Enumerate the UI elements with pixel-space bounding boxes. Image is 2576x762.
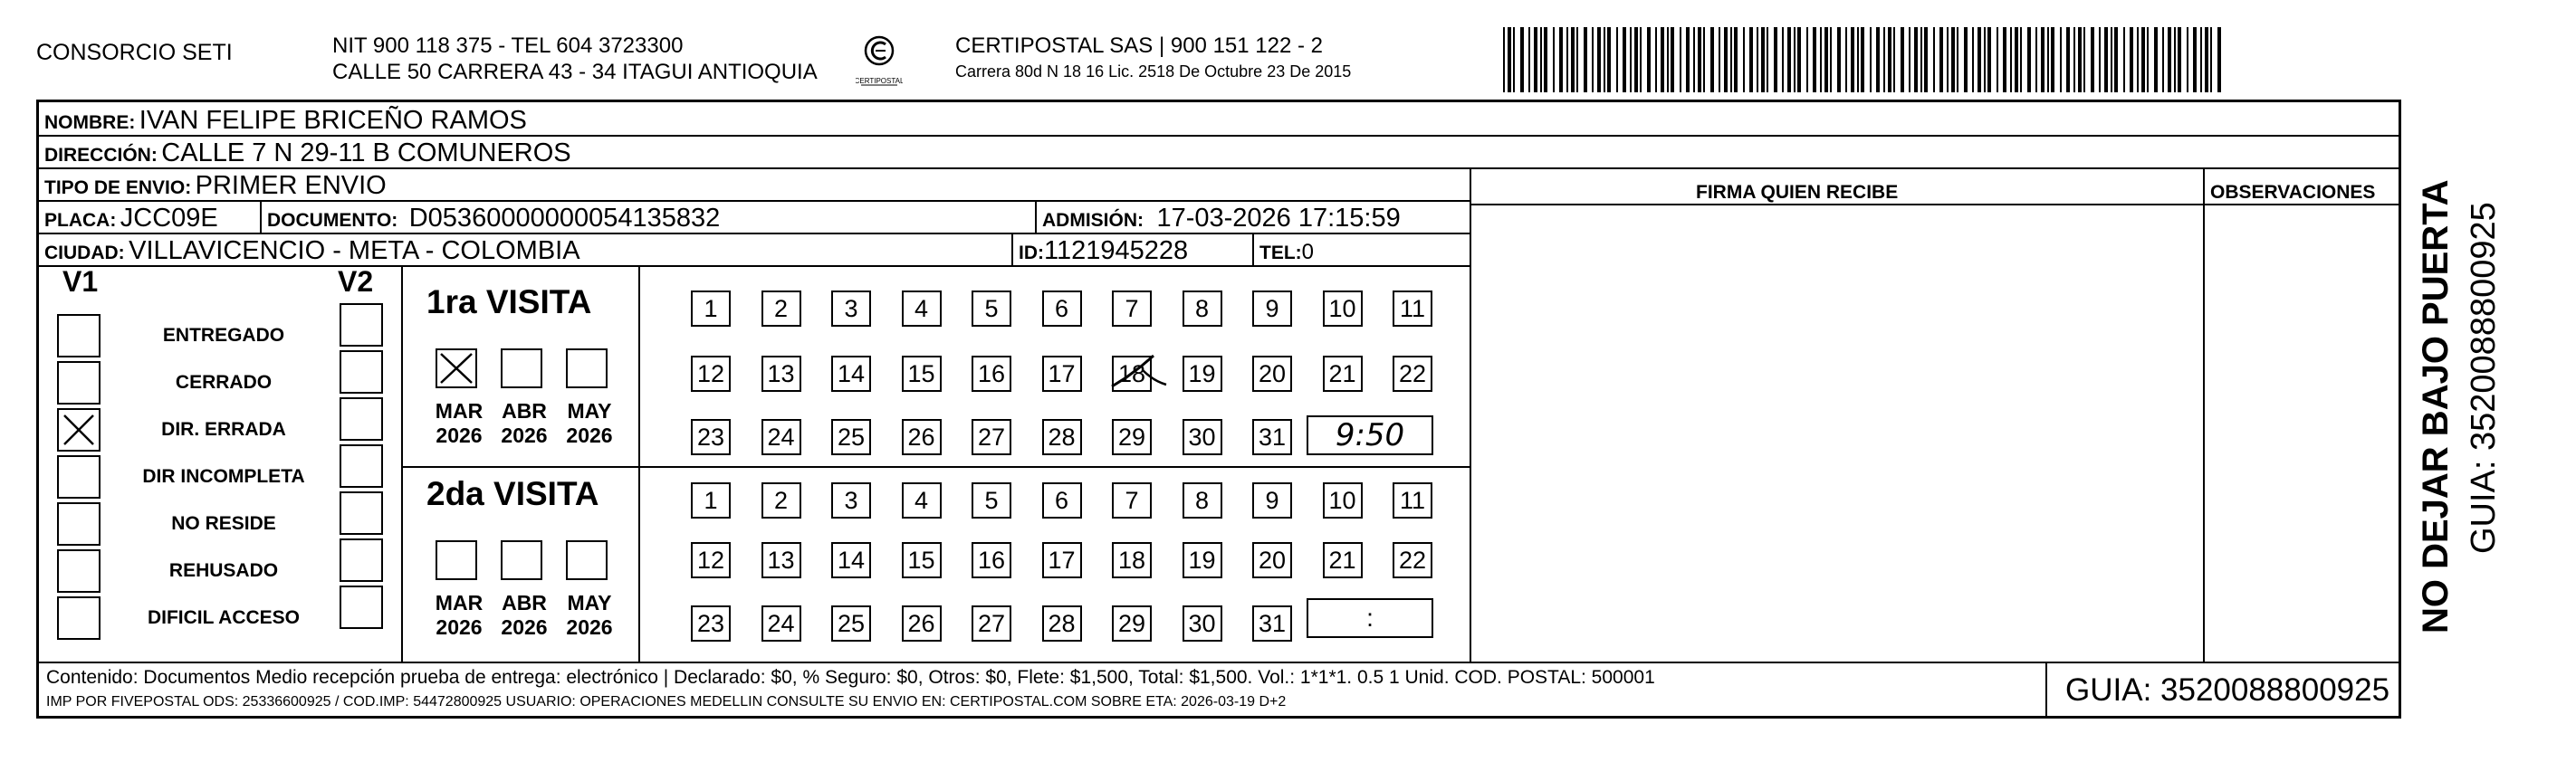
day-box[interactable]: 18 [1112,542,1152,578]
day-box[interactable]: 27 [972,419,1011,455]
day-box[interactable]: 5 [972,482,1011,519]
day-box[interactable]: 1 [691,291,731,327]
v1-checkbox[interactable] [57,455,101,499]
v2-checkbox[interactable] [340,303,383,347]
tel-label: TEL: [1259,243,1302,263]
day-box[interactable]: 4 [902,482,942,519]
month-checkbox[interactable] [501,540,542,580]
observaciones-header: OBSERVACIONES [2210,182,2376,203]
month-name: MAY [567,399,612,423]
side-warning: NO DEJAR BAJO PUERTA [2416,179,2456,633]
day-box[interactable]: 31 [1252,419,1292,455]
day-box[interactable]: 22 [1393,542,1432,578]
day-box[interactable]: 12 [691,542,731,578]
v2-checkbox[interactable] [340,397,383,441]
day-box[interactable]: 21 [1323,542,1363,578]
sender-nit: NIT 900 118 375 - TEL 604 3723300 [332,33,684,58]
tel-row [1259,240,1314,265]
day-box[interactable]: 28 [1042,605,1082,642]
day-box[interactable]: 6 [1042,482,1082,519]
day-box[interactable]: 24 [761,605,801,642]
day-box[interactable]: 23 [691,605,731,642]
status-reason-label: ENTREGADO [162,325,285,346]
ciudad-row [44,236,580,266]
courier-license: Carrera 80d N 18 16 Lic. 2518 De Octubre 23 De 2015 [955,62,1352,81]
certipostal-logo [856,33,903,89]
day-box[interactable]: 5 [972,291,1011,327]
placa-row [44,204,218,233]
v2-checkbox[interactable] [340,586,383,629]
nombre-row [44,106,527,136]
day-box[interactable]: 19 [1183,542,1222,578]
barcode [1503,27,2227,92]
side-guia: GUIA: 3520088800925 [2465,202,2503,554]
day-box[interactable]: 9 [1252,482,1292,519]
month-name: ABR [502,591,547,614]
month-name: MAY [567,591,612,614]
footer-content: Contenido: Documentos Medio recepción prueba de entrega: electrónico | Declarado: $0, % Seguro: $0, Otros: $0, Flete: $1,500, Total: $1,500. Vol.: 1*1*1. 0.5 1 Unid. COD. POSTAL: 500001 [46,667,1655,688]
placa-value: JCC09E [120,204,218,233]
day-box[interactable]: 29 [1112,419,1152,455]
day-box[interactable]: 22 [1393,356,1432,392]
day-box[interactable]: 26 [902,419,942,455]
month-year: 2026 [436,615,483,639]
tipo-row [44,171,387,201]
month-label [492,399,557,448]
logo-text: CERTIPOSTAL [856,77,903,85]
status-reason-label: CERRADO [175,372,273,393]
documento-row [267,204,720,233]
day-box[interactable]: 21 [1323,356,1363,392]
month-year: 2026 [501,615,548,639]
footer-guia: GUIA: 3520088800925 [2065,672,2390,708]
day-box[interactable]: 2 [761,482,801,519]
v1-checkbox[interactable] [57,314,101,357]
ciudad-label: CIUDAD: [44,243,125,263]
day-box[interactable]: 20 [1252,356,1292,392]
label-frame [36,100,2401,719]
direccion-value: CALLE 7 N 29-11 B COMUNEROS [161,138,571,167]
v2-checkbox[interactable] [340,444,383,488]
v2-header: V2 [338,265,374,298]
sender-info [332,33,818,85]
month-name: MAR [435,591,484,614]
day-box[interactable]: 27 [972,605,1011,642]
nombre-label: NOMBRE: [44,112,136,133]
month-year: 2026 [501,424,548,447]
v1-header: V1 [62,265,99,298]
month-checkbox[interactable] [436,348,477,388]
firma-header: FIRMA QUIEN RECIBE [1696,182,1899,203]
month-year: 2026 [566,424,613,447]
day-box[interactable]: 11 [1393,291,1432,327]
id-row [1019,236,1188,266]
day-box[interactable]: 25 [831,605,871,642]
day-box[interactable]: 8 [1183,291,1222,327]
day-box[interactable]: 15 [902,542,942,578]
day-box[interactable]: 14 [831,356,871,392]
day-box[interactable]: 7 [1112,482,1152,519]
day-box[interactable]: 3 [831,482,871,519]
day-box[interactable]: 6 [1042,291,1082,327]
month-label [426,591,492,640]
month-label [426,399,492,448]
month-year: 2026 [436,424,483,447]
admision-value: 17-03-2026 17:15:59 [1156,204,1401,233]
month-label [557,399,622,448]
day-box[interactable]: 30 [1183,419,1222,455]
visit1-time[interactable]: 9:50 [1307,415,1433,455]
status-reason-label: NO RESIDE [171,513,276,534]
day-box[interactable]: 13 [761,356,801,392]
admision-label: ADMISIÓN: [1042,210,1144,231]
day-box[interactable]: 25 [831,419,871,455]
visit1-title: 1ra VISITA [426,283,592,320]
day-box[interactable]: 17 [1042,356,1082,392]
v1-checkbox[interactable] [57,549,101,593]
day-box[interactable]: 10 [1323,291,1363,327]
day-box[interactable]: 12 [691,356,731,392]
month-checkbox[interactable] [566,540,608,580]
sender-address: CALLE 50 CARRERA 43 - 34 ITAGUI ANTIOQUIA [332,60,818,84]
month-checkbox[interactable] [436,540,477,580]
month-name: MAR [435,399,484,423]
day-box[interactable]: 8 [1183,482,1222,519]
status-reason-label: DIR INCOMPLETA [142,466,305,487]
documento-value: D05360000000054135832 [408,204,721,233]
day-box[interactable]: 31 [1252,605,1292,642]
month-label [557,591,622,640]
id-value: 1121945228 [1044,236,1189,265]
day-box[interactable]: 2 [761,291,801,327]
visit2-title: 2da VISITA [426,475,599,512]
v2-checkbox[interactable] [340,538,383,582]
visit2-time[interactable]: : [1307,598,1433,638]
v2-checkbox[interactable] [340,491,383,535]
day-box[interactable]: 19 [1183,356,1222,392]
day-box[interactable]: 26 [902,605,942,642]
month-label [492,591,557,640]
courier-name: CERTIPOSTAL SAS | 900 151 122 - 2 [955,33,1323,58]
courier-info [955,33,1351,85]
day-box[interactable]: 9 [1252,291,1292,327]
direccion-label: DIRECCIÓN: [44,145,158,166]
status-reason-label: REHUSADO [168,560,279,581]
day-box[interactable]: 4 [902,291,942,327]
sender-name: CONSORCIO SETI [36,40,233,65]
tel-value: 0 [1301,240,1315,264]
day-mark [1106,350,1170,395]
day-box[interactable]: 7 [1112,291,1152,327]
tipo-label: TIPO DE ENVIO: [44,177,192,198]
status-reason-label: DIFICIL ACCESO [147,607,300,628]
day-box[interactable]: 16 [972,542,1011,578]
v1-checkbox[interactable] [57,361,101,405]
v1-checkbox[interactable] [57,408,101,452]
admision-row [1042,204,1401,233]
month-checkbox[interactable] [501,348,542,388]
direccion-row [44,138,571,168]
nombre-value: IVAN FELIPE BRICEÑO RAMOS [139,106,527,135]
day-box[interactable]: 14 [831,542,871,578]
month-checkbox[interactable] [566,348,608,388]
day-box[interactable]: 13 [761,542,801,578]
status-reason-label: DIR. ERRADA [161,419,286,440]
day-box[interactable]: 15 [902,356,942,392]
day-box[interactable]: 18 [1112,356,1152,392]
day-box[interactable]: 3 [831,291,871,327]
footer-imp: IMP POR FIVEPOSTAL ODS: 25336600925 / COD.IMP: 54472800925 USUARIO: OPERACIONES MEDELLIN CONSULTE SU ENVIO EN: CERTIPOSTAL.COM SOBRE ETA: 2026-03-19 D+2 [46,694,1287,710]
documento-label: DOCUMENTO: [267,210,398,231]
day-box[interactable]: 29 [1112,605,1152,642]
ciudad-value: VILLAVICENCIO - META - COLOMBIA [129,236,580,265]
day-box[interactable]: 28 [1042,419,1082,455]
month-name: ABR [502,399,547,423]
day-box[interactable]: 30 [1183,605,1222,642]
day-box[interactable]: 1 [691,482,731,519]
month-year: 2026 [566,615,613,639]
day-box[interactable]: 11 [1393,482,1432,519]
v1-checkbox[interactable] [57,502,101,546]
placa-label: PLACA: [44,210,117,231]
day-box[interactable]: 10 [1323,482,1363,519]
day-box[interactable]: 20 [1252,542,1292,578]
day-box[interactable]: 23 [691,419,731,455]
v1-checkbox[interactable] [57,596,101,640]
tipo-value: PRIMER ENVIO [195,171,387,200]
day-box[interactable]: 24 [761,419,801,455]
v2-checkbox[interactable] [340,350,383,394]
day-box[interactable]: 17 [1042,542,1082,578]
id-label: ID: [1019,243,1044,263]
day-box[interactable]: 16 [972,356,1011,392]
